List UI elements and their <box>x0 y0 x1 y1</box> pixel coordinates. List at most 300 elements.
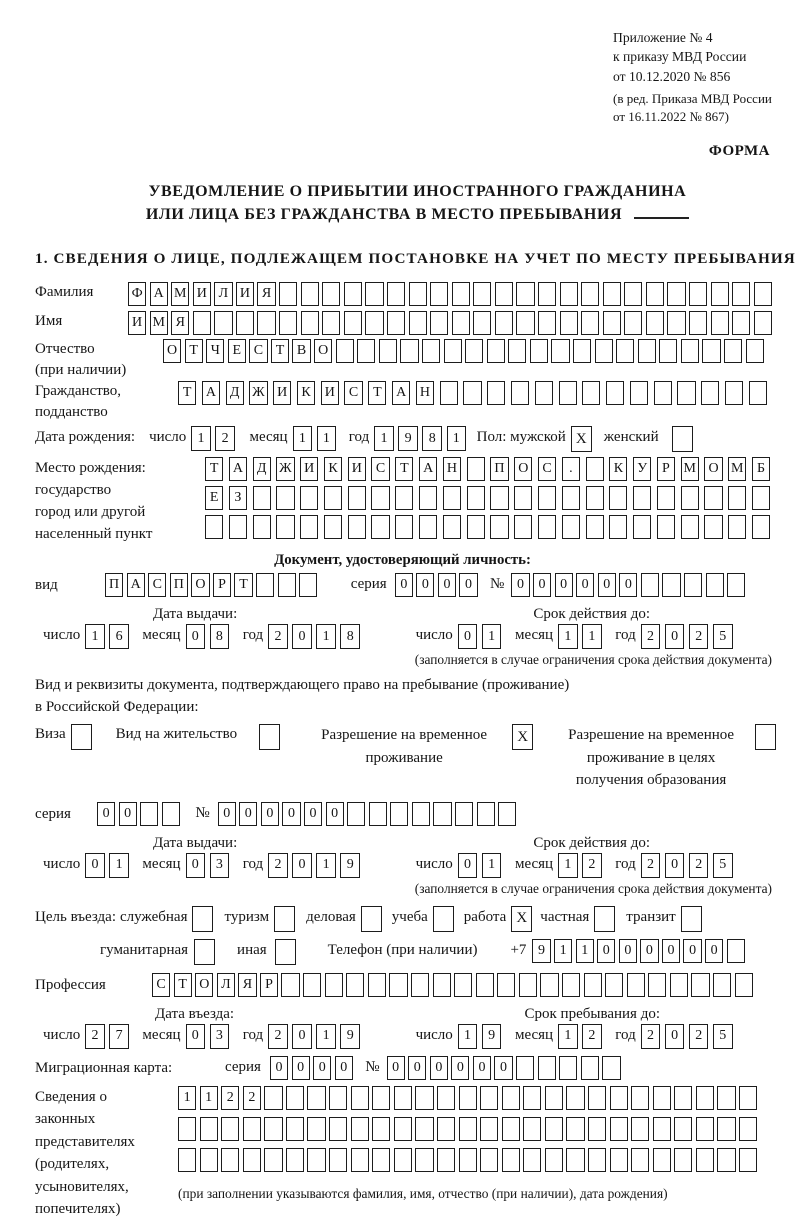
char-box[interactable] <box>727 573 745 597</box>
char-box[interactable]: 8 <box>210 624 230 649</box>
char-box[interactable]: 2 <box>268 1024 288 1049</box>
char-box[interactable]: Т <box>368 381 386 405</box>
char-box[interactable] <box>307 1117 325 1141</box>
char-box[interactable] <box>581 1056 599 1080</box>
char-box[interactable]: 1 <box>558 853 578 878</box>
char-box[interactable] <box>609 515 627 539</box>
char-box[interactable] <box>523 1117 541 1141</box>
char-box[interactable] <box>368 973 386 997</box>
char-box[interactable] <box>540 973 558 997</box>
char-box[interactable] <box>178 1117 196 1141</box>
char-box[interactable] <box>379 339 397 363</box>
char-box[interactable] <box>303 973 321 997</box>
char-box[interactable] <box>411 973 429 997</box>
char-box[interactable] <box>514 486 532 510</box>
char-box[interactable]: 1 <box>576 939 594 963</box>
char-box[interactable]: О <box>195 973 213 997</box>
char-box[interactable] <box>560 282 578 306</box>
char-box[interactable] <box>369 802 387 826</box>
char-box[interactable] <box>473 282 491 306</box>
char-box[interactable] <box>307 1086 325 1110</box>
char-box[interactable]: И <box>193 282 211 306</box>
char-box[interactable]: И <box>321 381 339 405</box>
char-box[interactable] <box>276 515 294 539</box>
char-box[interactable]: 2 <box>641 1024 661 1049</box>
char-box[interactable]: 1 <box>85 624 105 649</box>
char-box[interactable]: 1 <box>316 853 336 878</box>
char-box[interactable] <box>480 1086 498 1110</box>
char-box[interactable]: 0 <box>270 1056 288 1080</box>
char-box[interactable]: 2 <box>268 853 288 878</box>
char-box[interactable] <box>348 515 366 539</box>
char-box[interactable]: 1 <box>482 853 502 878</box>
char-box[interactable] <box>696 1117 714 1141</box>
char-box[interactable] <box>530 339 548 363</box>
char-box[interactable] <box>631 1148 649 1172</box>
char-box[interactable] <box>586 457 604 481</box>
char-box[interactable] <box>654 381 672 405</box>
char-box[interactable] <box>735 973 753 997</box>
char-box[interactable]: И <box>236 282 254 306</box>
char-box[interactable] <box>711 311 729 335</box>
char-box[interactable] <box>702 339 720 363</box>
char-box[interactable]: О <box>314 339 332 363</box>
char-box[interactable]: Ч <box>206 339 224 363</box>
char-box[interactable] <box>511 381 529 405</box>
char-box[interactable]: 2 <box>268 624 288 649</box>
char-box[interactable] <box>351 1148 369 1172</box>
char-box[interactable]: П <box>490 457 508 481</box>
char-box[interactable]: 8 <box>422 426 442 451</box>
char-box[interactable] <box>551 339 569 363</box>
char-box[interactable] <box>588 1086 606 1110</box>
char-box[interactable]: О <box>514 457 532 481</box>
char-box[interactable] <box>535 381 553 405</box>
char-box[interactable]: 0 <box>97 802 115 826</box>
char-box[interactable] <box>325 973 343 997</box>
char-box[interactable]: Ж <box>276 457 294 481</box>
char-box[interactable] <box>646 311 664 335</box>
study-checkbox[interactable] <box>433 906 454 932</box>
char-box[interactable] <box>443 486 461 510</box>
char-box[interactable] <box>299 573 317 597</box>
char-box[interactable]: К <box>609 457 627 481</box>
char-box[interactable] <box>538 282 556 306</box>
char-box[interactable]: С <box>152 973 170 997</box>
char-box[interactable] <box>371 486 389 510</box>
char-box[interactable] <box>752 486 770 510</box>
char-box[interactable] <box>276 486 294 510</box>
char-box[interactable] <box>344 282 362 306</box>
char-box[interactable]: 0 <box>186 853 206 878</box>
char-box[interactable] <box>727 939 745 963</box>
male-checkbox[interactable]: X <box>571 426 592 452</box>
char-box[interactable]: 8 <box>340 624 360 649</box>
female-checkbox[interactable] <box>672 426 693 452</box>
char-box[interactable]: 2 <box>641 853 661 878</box>
char-box[interactable] <box>372 1117 390 1141</box>
char-box[interactable] <box>459 1148 477 1172</box>
char-box[interactable]: 0 <box>282 802 300 826</box>
char-box[interactable] <box>430 282 448 306</box>
char-box[interactable]: 1 <box>374 426 394 451</box>
char-box[interactable] <box>523 1086 541 1110</box>
char-box[interactable]: Я <box>171 311 189 335</box>
char-box[interactable] <box>389 973 407 997</box>
char-box[interactable] <box>409 311 427 335</box>
char-box[interactable] <box>662 573 680 597</box>
char-box[interactable] <box>193 311 211 335</box>
char-box[interactable]: Я <box>238 973 256 997</box>
char-box[interactable] <box>610 1117 628 1141</box>
char-box[interactable] <box>300 515 318 539</box>
char-box[interactable] <box>562 486 580 510</box>
char-box[interactable] <box>514 515 532 539</box>
char-box[interactable]: 0 <box>313 1056 331 1080</box>
char-box[interactable] <box>286 1086 304 1110</box>
char-box[interactable] <box>395 515 413 539</box>
char-box[interactable] <box>437 1117 455 1141</box>
char-box[interactable] <box>724 339 742 363</box>
char-box[interactable]: 7 <box>109 1024 129 1049</box>
char-box[interactable]: 0 <box>533 573 551 597</box>
char-box[interactable] <box>480 1117 498 1141</box>
char-box[interactable] <box>477 802 495 826</box>
char-box[interactable] <box>605 973 623 997</box>
char-box[interactable]: 0 <box>416 573 434 597</box>
char-box[interactable] <box>667 311 685 335</box>
char-box[interactable]: 1 <box>558 1024 578 1049</box>
char-box[interactable] <box>480 1148 498 1172</box>
char-box[interactable]: 0 <box>430 1056 448 1080</box>
char-box[interactable]: Е <box>228 339 246 363</box>
char-box[interactable] <box>573 339 591 363</box>
char-box[interactable]: 0 <box>119 802 137 826</box>
char-box[interactable]: 0 <box>408 1056 426 1080</box>
char-box[interactable] <box>437 1086 455 1110</box>
char-box[interactable]: 0 <box>459 573 477 597</box>
char-box[interactable] <box>606 381 624 405</box>
char-box[interactable] <box>752 515 770 539</box>
char-box[interactable] <box>162 802 180 826</box>
char-box[interactable]: 1 <box>447 426 467 451</box>
char-box[interactable]: 0 <box>458 624 478 649</box>
char-box[interactable]: 3 <box>210 1024 230 1049</box>
char-box[interactable] <box>253 486 271 510</box>
char-box[interactable] <box>603 282 621 306</box>
char-box[interactable] <box>257 311 275 335</box>
char-box[interactable] <box>324 486 342 510</box>
char-box[interactable]: Т <box>395 457 413 481</box>
char-box[interactable]: 0 <box>683 939 701 963</box>
char-box[interactable] <box>711 282 729 306</box>
char-box[interactable] <box>415 1148 433 1172</box>
char-box[interactable] <box>419 515 437 539</box>
char-box[interactable] <box>657 515 675 539</box>
char-box[interactable]: С <box>148 573 166 597</box>
char-box[interactable] <box>415 1117 433 1141</box>
char-box[interactable]: М <box>681 457 699 481</box>
char-box[interactable] <box>631 1086 649 1110</box>
char-box[interactable] <box>603 311 621 335</box>
char-box[interactable]: С <box>538 457 556 481</box>
char-box[interactable] <box>412 802 430 826</box>
char-box[interactable] <box>372 1086 390 1110</box>
char-box[interactable]: Т <box>205 457 223 481</box>
char-box[interactable] <box>390 802 408 826</box>
char-box[interactable] <box>433 973 451 997</box>
char-box[interactable]: 1 <box>178 1086 196 1110</box>
char-box[interactable] <box>347 802 365 826</box>
char-box[interactable] <box>684 573 702 597</box>
char-box[interactable] <box>681 515 699 539</box>
char-box[interactable] <box>624 311 642 335</box>
char-box[interactable] <box>516 282 534 306</box>
char-box[interactable]: 0 <box>619 939 637 963</box>
char-box[interactable]: 0 <box>665 624 685 649</box>
temp-residence-education-checkbox[interactable] <box>755 724 776 750</box>
char-box[interactable] <box>452 282 470 306</box>
char-box[interactable] <box>586 486 604 510</box>
char-box[interactable]: И <box>300 457 318 481</box>
char-box[interactable]: 0 <box>304 802 322 826</box>
other-purpose-checkbox[interactable] <box>275 939 296 965</box>
char-box[interactable]: И <box>128 311 146 335</box>
char-box[interactable] <box>200 1148 218 1172</box>
char-box[interactable]: 3 <box>210 853 230 878</box>
char-box[interactable]: Я <box>257 282 275 306</box>
char-box[interactable]: В <box>292 339 310 363</box>
char-box[interactable]: 0 <box>619 573 637 597</box>
char-box[interactable] <box>498 802 516 826</box>
humanitarian-checkbox[interactable] <box>194 939 215 965</box>
char-box[interactable] <box>300 486 318 510</box>
char-box[interactable] <box>490 515 508 539</box>
char-box[interactable]: Т <box>271 339 289 363</box>
char-box[interactable] <box>545 1148 563 1172</box>
char-box[interactable] <box>229 515 247 539</box>
char-box[interactable]: Ф <box>128 282 146 306</box>
char-box[interactable] <box>502 1148 520 1172</box>
char-box[interactable] <box>681 339 699 363</box>
char-box[interactable] <box>243 1148 261 1172</box>
char-box[interactable] <box>443 515 461 539</box>
char-box[interactable]: 0 <box>640 939 658 963</box>
char-box[interactable] <box>463 381 481 405</box>
char-box[interactable]: 0 <box>665 853 685 878</box>
visa-checkbox[interactable] <box>71 724 92 750</box>
char-box[interactable] <box>538 1056 556 1080</box>
char-box[interactable] <box>357 339 375 363</box>
char-box[interactable] <box>653 1086 671 1110</box>
char-box[interactable] <box>624 282 642 306</box>
char-box[interactable]: 2 <box>85 1024 105 1049</box>
char-box[interactable] <box>562 973 580 997</box>
char-box[interactable] <box>467 486 485 510</box>
char-box[interactable] <box>214 311 232 335</box>
char-box[interactable]: 0 <box>292 624 312 649</box>
char-box[interactable]: 0 <box>598 573 616 597</box>
char-box[interactable] <box>616 339 634 363</box>
char-box[interactable]: И <box>273 381 291 405</box>
char-box[interactable] <box>523 1148 541 1172</box>
char-box[interactable]: 1 <box>582 624 602 649</box>
char-box[interactable] <box>689 282 707 306</box>
char-box[interactable] <box>502 1117 520 1141</box>
char-box[interactable] <box>437 1148 455 1172</box>
char-box[interactable] <box>307 1148 325 1172</box>
char-box[interactable] <box>704 486 722 510</box>
char-box[interactable] <box>586 515 604 539</box>
char-box[interactable] <box>746 339 764 363</box>
char-box[interactable]: 1 <box>191 426 211 451</box>
char-box[interactable]: 2 <box>243 1086 261 1110</box>
char-box[interactable] <box>409 282 427 306</box>
char-box[interactable] <box>476 973 494 997</box>
char-box[interactable] <box>538 515 556 539</box>
char-box[interactable] <box>490 486 508 510</box>
char-box[interactable] <box>559 381 577 405</box>
char-box[interactable]: Т <box>185 339 203 363</box>
char-box[interactable] <box>754 282 772 306</box>
char-box[interactable] <box>329 1086 347 1110</box>
char-box[interactable]: К <box>324 457 342 481</box>
char-box[interactable]: Ж <box>249 381 267 405</box>
char-box[interactable]: 9 <box>482 1024 502 1049</box>
char-box[interactable]: 2 <box>221 1086 239 1110</box>
char-box[interactable] <box>519 973 537 997</box>
char-box[interactable]: 5 <box>713 853 733 878</box>
char-box[interactable]: 0 <box>438 573 456 597</box>
char-box[interactable] <box>566 1148 584 1172</box>
char-box[interactable] <box>467 457 485 481</box>
char-box[interactable] <box>487 381 505 405</box>
char-box[interactable]: Т <box>174 973 192 997</box>
char-box[interactable] <box>674 1117 692 1141</box>
char-box[interactable] <box>631 1117 649 1141</box>
char-box[interactable] <box>595 339 613 363</box>
char-box[interactable] <box>221 1148 239 1172</box>
char-box[interactable] <box>602 1056 620 1080</box>
char-box[interactable] <box>329 1117 347 1141</box>
char-box[interactable]: 0 <box>387 1056 405 1080</box>
char-box[interactable] <box>365 282 383 306</box>
char-box[interactable]: Д <box>253 457 271 481</box>
char-box[interactable]: Т <box>234 573 252 597</box>
char-box[interactable] <box>630 381 648 405</box>
char-box[interactable]: 2 <box>689 1024 709 1049</box>
char-box[interactable] <box>140 802 158 826</box>
char-box[interactable]: С <box>371 457 389 481</box>
char-box[interactable]: 0 <box>239 802 257 826</box>
char-box[interactable] <box>728 515 746 539</box>
char-box[interactable] <box>545 1086 563 1110</box>
char-box[interactable]: 9 <box>532 939 550 963</box>
char-box[interactable]: 9 <box>340 1024 360 1049</box>
char-box[interactable]: 0 <box>665 1024 685 1049</box>
char-box[interactable]: 0 <box>326 802 344 826</box>
char-box[interactable]: А <box>202 381 220 405</box>
char-box[interactable]: 0 <box>662 939 680 963</box>
char-box[interactable] <box>732 311 750 335</box>
char-box[interactable]: 0 <box>292 853 312 878</box>
char-box[interactable]: Р <box>260 973 278 997</box>
char-box[interactable] <box>348 486 366 510</box>
temp-residence-checkbox[interactable]: X <box>512 724 533 750</box>
char-box[interactable] <box>322 311 340 335</box>
business-checkbox[interactable] <box>361 906 382 932</box>
char-box[interactable] <box>497 973 515 997</box>
char-box[interactable] <box>415 1086 433 1110</box>
char-box[interactable] <box>581 311 599 335</box>
char-box[interactable] <box>588 1148 606 1172</box>
tourism-checkbox[interactable] <box>274 906 295 932</box>
char-box[interactable] <box>394 1086 412 1110</box>
char-box[interactable] <box>582 381 600 405</box>
char-box[interactable]: С <box>249 339 267 363</box>
char-box[interactable]: 0 <box>576 573 594 597</box>
char-box[interactable] <box>704 515 722 539</box>
char-box[interactable] <box>286 1148 304 1172</box>
char-box[interactable] <box>633 515 651 539</box>
char-box[interactable]: 0 <box>292 1024 312 1049</box>
char-box[interactable]: 1 <box>293 426 313 451</box>
char-box[interactable]: Л <box>214 282 232 306</box>
char-box[interactable]: 0 <box>395 573 413 597</box>
char-box[interactable] <box>689 311 707 335</box>
char-box[interactable] <box>667 282 685 306</box>
char-box[interactable] <box>278 573 296 597</box>
char-box[interactable] <box>508 339 526 363</box>
char-box[interactable]: 1 <box>558 624 578 649</box>
char-box[interactable] <box>538 486 556 510</box>
char-box[interactable] <box>610 1148 628 1172</box>
char-box[interactable]: 2 <box>641 624 661 649</box>
char-box[interactable]: О <box>191 573 209 597</box>
char-box[interactable] <box>495 282 513 306</box>
char-box[interactable]: Б <box>752 457 770 481</box>
char-box[interactable] <box>371 515 389 539</box>
char-box[interactable] <box>440 381 458 405</box>
char-box[interactable] <box>419 486 437 510</box>
char-box[interactable]: 1 <box>316 624 336 649</box>
char-box[interactable] <box>387 311 405 335</box>
char-box[interactable] <box>657 486 675 510</box>
char-box[interactable]: 1 <box>109 853 129 878</box>
char-box[interactable]: О <box>704 457 722 481</box>
char-box[interactable] <box>581 282 599 306</box>
char-box[interactable]: 0 <box>186 624 206 649</box>
char-box[interactable] <box>638 339 656 363</box>
char-box[interactable]: М <box>728 457 746 481</box>
char-box[interactable] <box>495 311 513 335</box>
char-box[interactable] <box>256 573 274 597</box>
char-box[interactable]: 2 <box>582 853 602 878</box>
char-box[interactable] <box>588 1117 606 1141</box>
char-box[interactable] <box>430 311 448 335</box>
char-box[interactable] <box>286 1117 304 1141</box>
char-box[interactable] <box>659 339 677 363</box>
char-box[interactable] <box>253 515 271 539</box>
char-box[interactable] <box>728 486 746 510</box>
char-box[interactable]: К <box>297 381 315 405</box>
char-box[interactable] <box>725 381 743 405</box>
char-box[interactable] <box>749 381 767 405</box>
char-box[interactable] <box>400 339 418 363</box>
char-box[interactable] <box>641 573 659 597</box>
char-box[interactable]: Н <box>416 381 434 405</box>
char-box[interactable] <box>205 515 223 539</box>
